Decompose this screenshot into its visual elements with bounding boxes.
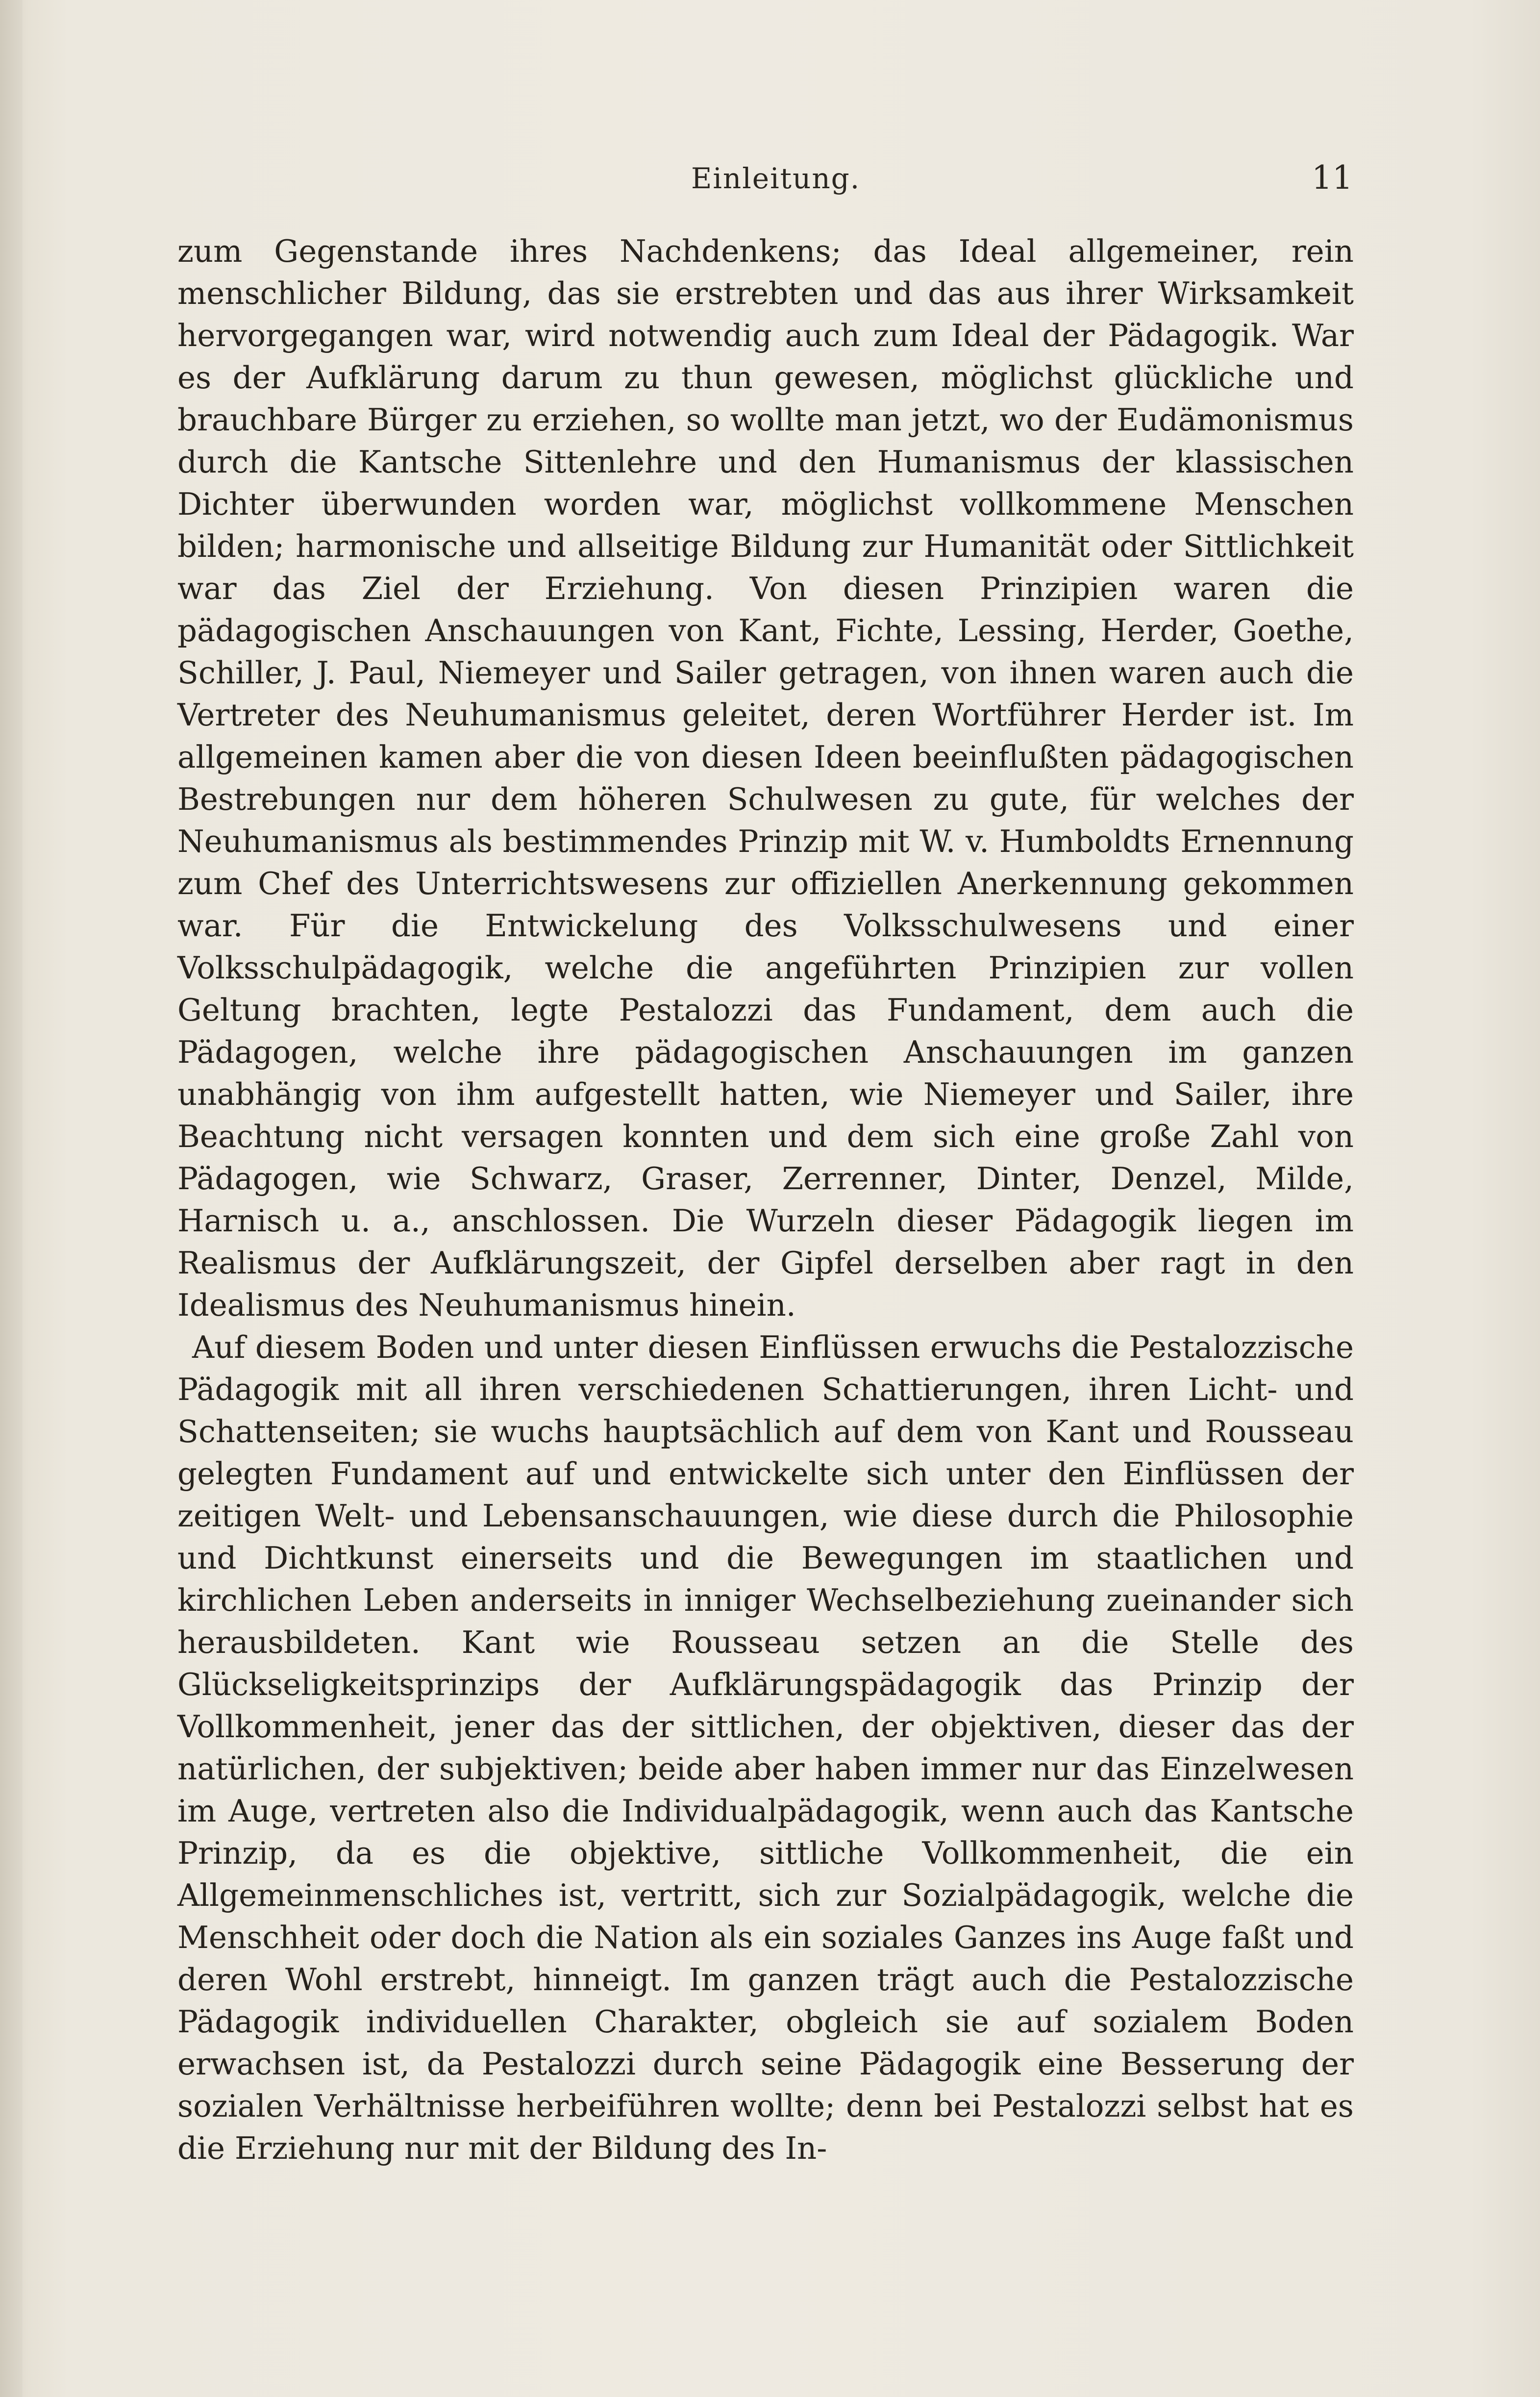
page-number: 11 [1312, 159, 1353, 197]
paragraph-2: Auf diesem Boden und unter diesen Einflüssen erwuchs die Pestalozzische Pädagogik mit all ihren verschiedenen Schattierungen, ihren Licht- und Schattenseiten; sie wuchs hauptsächlich auf dem von Kant und Rousseau gelegten Fundament auf und entwickelte sich unter den Einflüssen der zeitigen Welt- und Lebensanschauungen, wie diese durch die Philosophie und Dichtkunst einerseits und die Bewegungen im staatlichen und kirchlichen Leben anderseits in inniger Wechselbeziehung zueinander sich herausbildeten. Kant wie Rousseau setzen an die Stelle des Glückseligkeitsprinzips der Aufklärungspädagogik das Prinzip der Vollkommenheit, jener das der sittlichen, der objektiven, dieser das der natürlichen, der subjektiven; beide aber haben immer nur das Einzelwesen im Auge, vertreten also die Individualpädagogik, wenn auch das Kantsche Prinzip, da es die objektive, sittliche Vollkommenheit, die ein Allgemeinmenschliches ist, vertritt, sich zur Sozialpädagogik, welche die Menschheit oder doch die Nation als ein soziales Ganzes ins Auge faßt und deren Wohl erstrebt, hinneigt. Im ganzen trägt auch die Pestalozzische Pädagogik individuellen Charakter, obgleich sie auf sozialem Boden erwachsen ist, da Pestalozzi durch seine Pädagogik eine Besserung der sozialen Verhältnisse herbeiführen wollte; denn bei Pestalozzi selbst hat es die Erziehung nur mit der Bildung des In- [177, 1329, 1354, 2166]
running-head: Einleitung. [691, 162, 861, 195]
page-header [176, 159, 1353, 206]
page-gutter [0, 0, 23, 2397]
body-text [177, 230, 1354, 2170]
paragraph-1: zum Gegenstande ihres Nachdenkens; das Ideal allgemeiner, rein menschlicher Bildung, das sie erstrebten und das aus ihrer Wirksamkeit hervorgegangen war, wird notwendig auch zum Ideal der Pädagogik. War es der Aufklärung darum zu thun gewesen, möglichst glückliche und brauchbare Bürger zu erziehen, so wollte man jetzt, wo der Eudämonismus durch die Kantsche Sittenlehre und den Humanismus der klassischen Dichter überwunden worden war, möglichst vollkommene Menschen bilden; harmonische und allseitige Bildung zur Humanität oder Sittlichkeit war das Ziel der Erziehung. Von diesen Prinzipien waren die pädagogischen Anschauungen von Kant, Fichte, Lessing, Herder, Goethe, Schiller, J. Paul, Niemeyer und Sailer getragen, von ihnen waren auch die Vertreter des Neuhumanismus geleitet, deren Wortführer Herder ist. Im allgemeinen kamen aber die von diesen Ideen beeinflußten pädagogischen Bestrebungen nur dem höheren Schulwesen zu gute, für welches der Neuhumanismus als bestimmendes Prinzip mit W. v. Humboldts Ernennung zum Chef des Unterrichtswesens zur offiziellen Anerkennung gekommen war. Für die Entwickelung des Volksschulwesens und einer Volksschulpädagogik, welche die angeführten Prinzipien zur vollen Geltung brachten, legte Pestalozzi das Fundament, dem auch die Pädagogen, welche ihre pädagogischen Anschauungen im ganzen unabhängig von ihm aufgestellt hatten, wie Niemeyer und Sailer, ihre Beachtung nicht versagen konnten und dem sich eine große Zahl von Pädagogen, wie Schwarz, Graser, Zerrenner, Dinter, Denzel, Milde, Harnisch u. a., anschlossen. Die Wurzeln dieser Pädagogik liegen im Realismus der Aufklärungszeit, der Gipfel derselben aber ragt in den Idealismus des Neuhumanismus hinein. [177, 233, 1354, 1323]
